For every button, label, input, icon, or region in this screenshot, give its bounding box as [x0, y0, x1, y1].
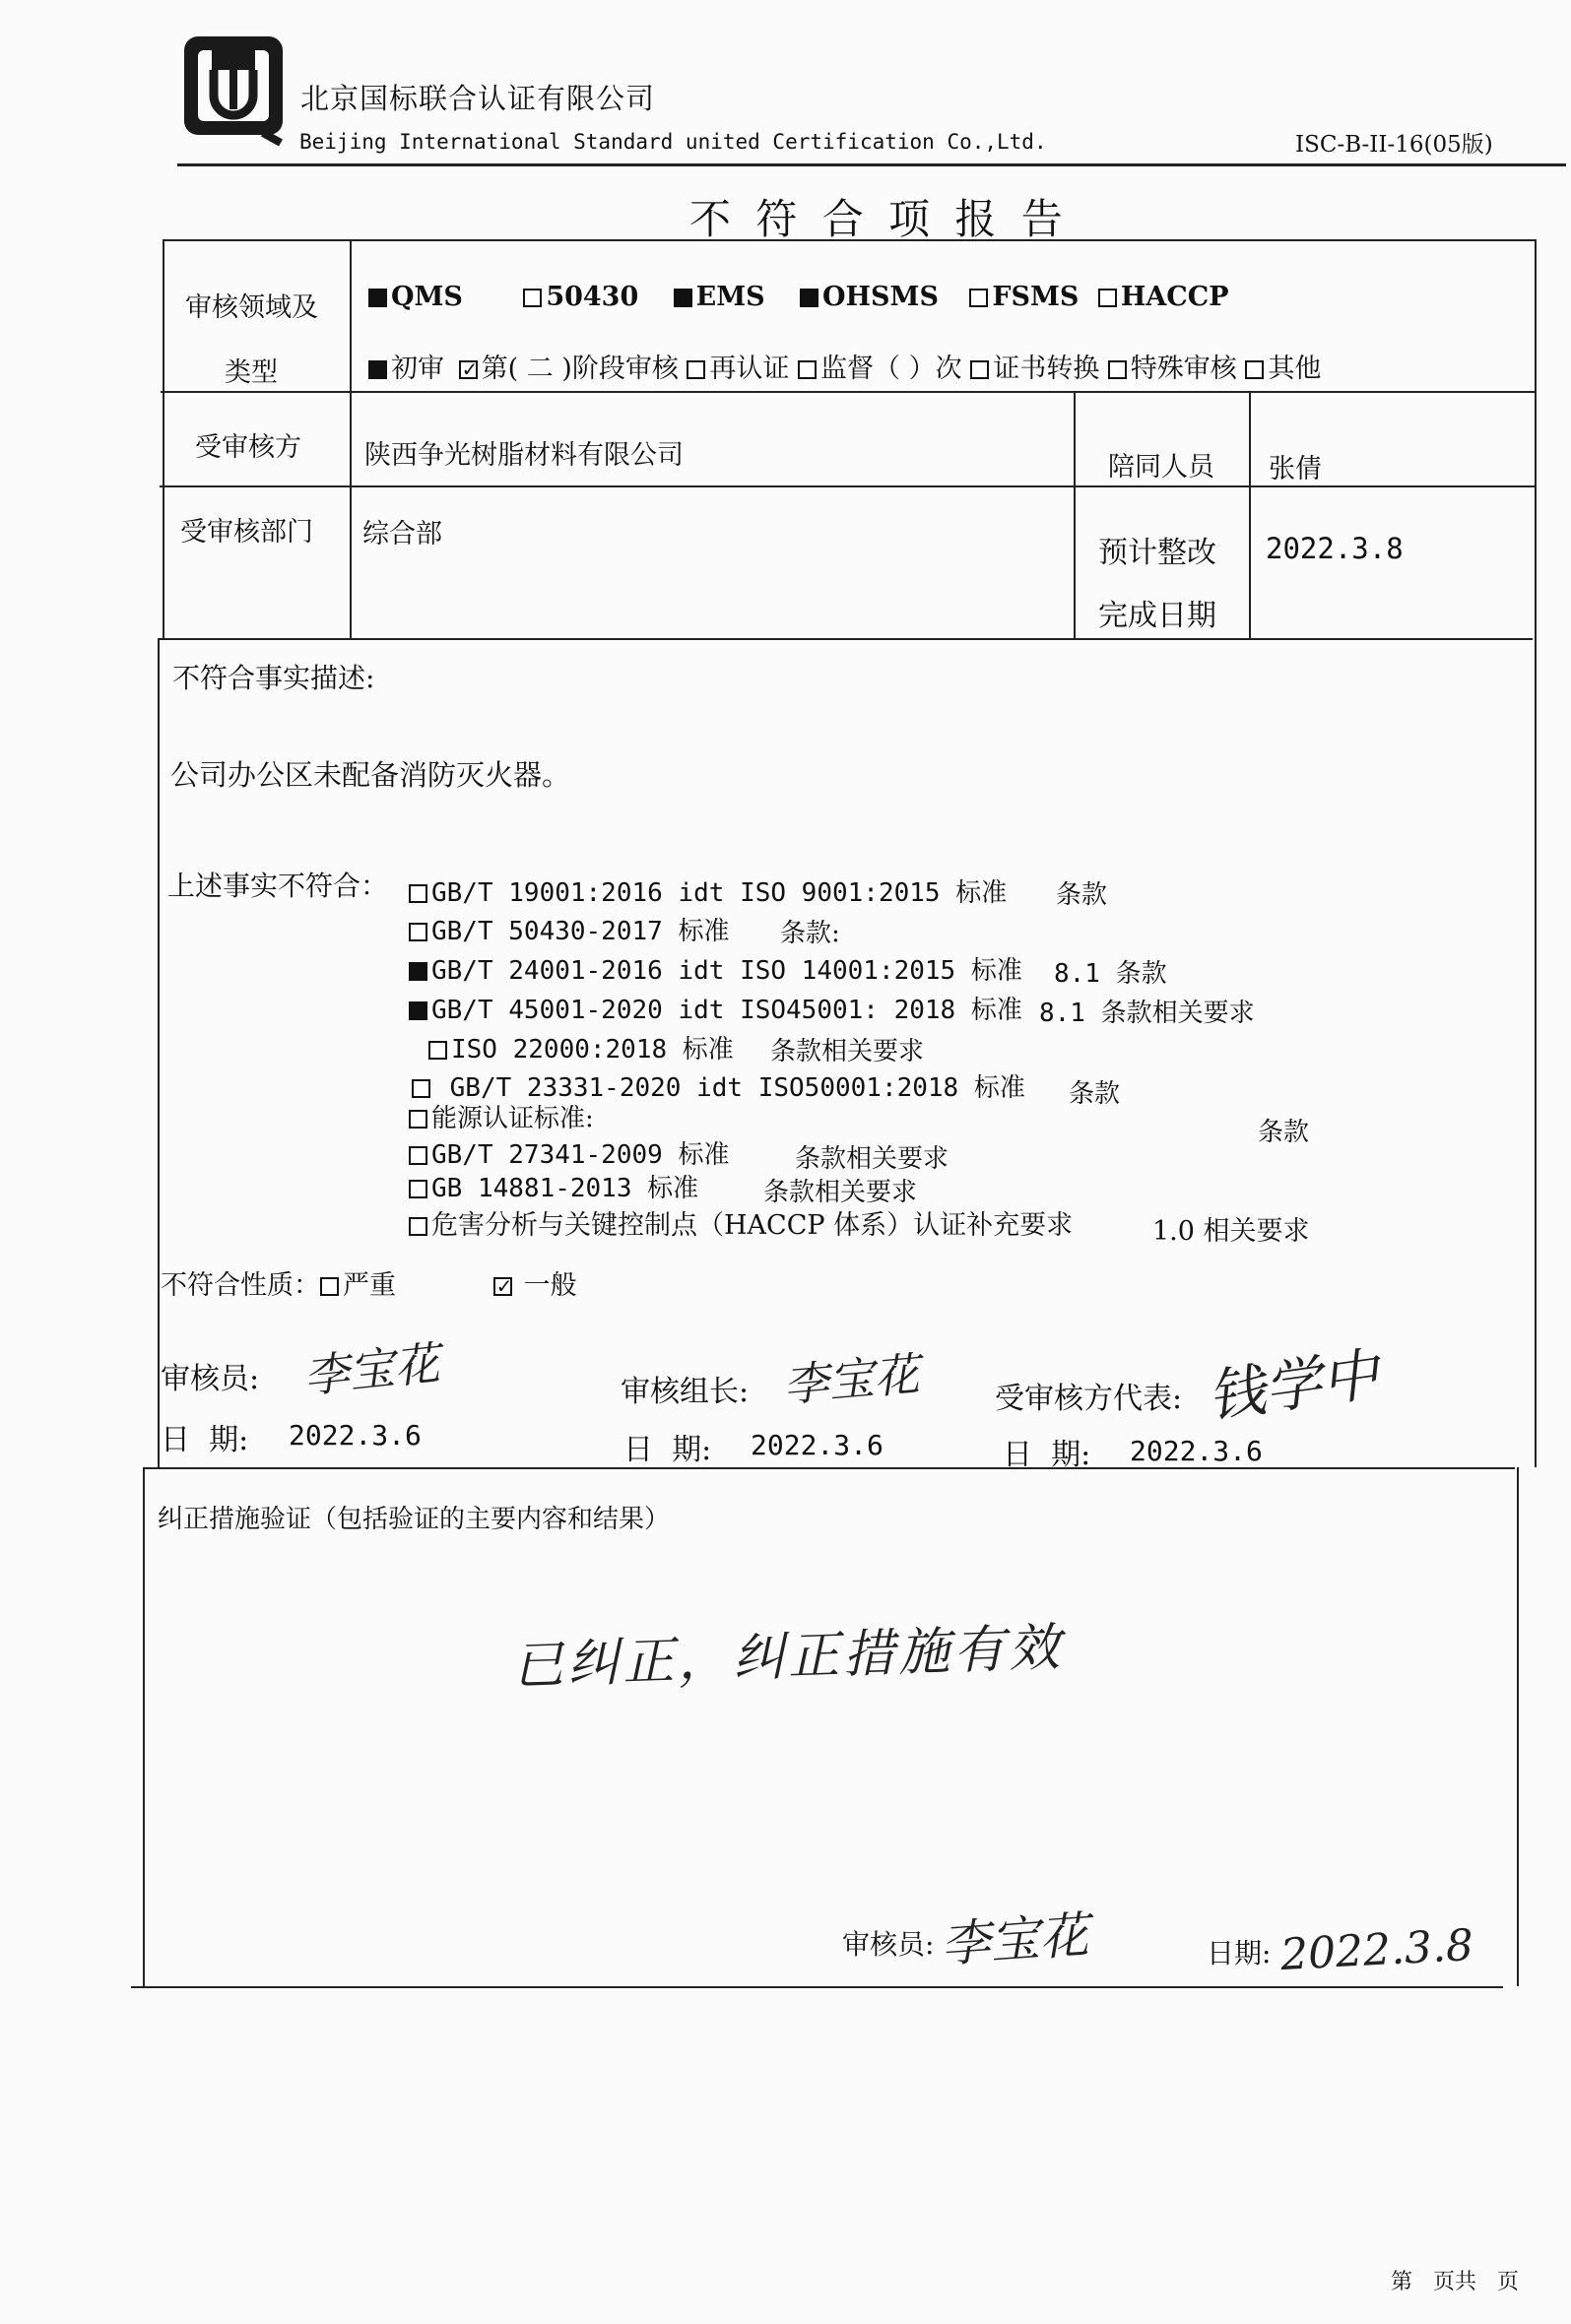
due-date-value: 2022.3.8 — [1266, 532, 1404, 565]
isc-logo-icon — [182, 34, 289, 145]
verify-date-label: 日期: — [1207, 1937, 1272, 1969]
nature-row: 不符合性质： 严重 ✓ 一般 — [161, 1263, 577, 1302]
type-recert[interactable]: 再认证 — [687, 354, 789, 384]
type-cert-transfer[interactable]: 证书转换 — [970, 354, 1099, 384]
checkbox-icon[interactable] — [428, 1041, 447, 1060]
nc-description-label: 不符合事实描述: — [172, 662, 375, 694]
standard-row: GB 14881-2013 标准 条款相关要求 — [409, 1168, 698, 1204]
rep-date: 2022.3.6 — [1130, 1435, 1263, 1467]
page-title: 不 符 合 项 报 告 — [689, 195, 1069, 243]
standard-row: 危害分析与关键控制点（HACCP 体系）认证补充要求 1.0 相关要求 — [409, 1203, 1073, 1242]
checkmark-icon[interactable] — [493, 1277, 512, 1296]
type-surveillance[interactable]: 监督（ ）次 — [798, 354, 962, 384]
checkbox-icon — [368, 289, 387, 307]
checkbox-icon — [969, 289, 988, 307]
due-date-label: 预计整改 完成日期 — [1098, 536, 1216, 633]
system-qms[interactable]: QMS — [368, 282, 463, 312]
leader-signature: 李宝花 — [781, 1347, 922, 1412]
checkbox-icon — [687, 360, 705, 379]
leader-date: 2022.3.6 — [751, 1429, 884, 1461]
checkmark-icon — [459, 360, 478, 379]
checkbox-icon[interactable] — [409, 962, 427, 981]
auditor-date: 2022.3.6 — [289, 1419, 422, 1452]
audit-scope-label: 审核领域及 类型 — [185, 292, 318, 388]
auditor-date-label: 日 期: — [161, 1423, 249, 1457]
standard-row: GB/T 45001-2020 idt ISO45001: 2018 标准 8.1 条款相关要求 — [409, 990, 1022, 1026]
checkbox-icon — [368, 360, 387, 379]
verification-handwritten: 已纠正，纠正措施有效 — [511, 1618, 1066, 1697]
standard-row: GB/T 24001-2016 idt ISO 14001:2015 标准 8.1 条款 — [409, 950, 1022, 987]
system-50430[interactable]: 50430 — [523, 282, 638, 312]
company-name-cn: 北京国标联合认证有限公司 — [300, 82, 656, 115]
checkbox-icon[interactable] — [409, 923, 427, 941]
checkbox-icon[interactable] — [409, 1180, 427, 1198]
checkbox-icon — [798, 360, 817, 379]
standard-row: ISO 22000:2018 标准 条款相关要求 — [428, 1029, 734, 1065]
auditor-signature: 李宝花 — [300, 1335, 442, 1404]
standard-row: 能源认证标准: 条款 — [409, 1098, 594, 1134]
checkbox-icon[interactable] — [409, 884, 427, 903]
rep-signature: 钱学中 — [1203, 1340, 1383, 1431]
type-stage[interactable]: ✓ 第( 二 )阶段审核 — [459, 354, 679, 384]
leader-date-label: 日 期: — [623, 1433, 712, 1467]
standard-row: GB/T 27341-2009 标准 条款相关要求 — [409, 1134, 729, 1171]
verify-date-value: 2022.3.8 — [1278, 1919, 1475, 1981]
leader-label: 审核组长: — [621, 1375, 750, 1409]
checkbox-icon[interactable] — [409, 1146, 427, 1165]
audit-type-checklist — [368, 347, 1321, 385]
company-name-en: Beijing International Standard united Certification Co.,Ltd. — [299, 130, 1047, 154]
checkbox-icon[interactable] — [412, 1079, 430, 1098]
system-fsms[interactable]: FSMS — [969, 282, 1079, 312]
standard-row: GB/T 50430-2017 标准 条款: — [409, 911, 729, 947]
department-label: 受审核部门 — [180, 517, 313, 548]
standard-row: GB/T 19001:2016 idt ISO 9001:2015 标准 条款 — [409, 872, 1007, 909]
checkbox-icon — [1098, 289, 1117, 307]
company-logo — [182, 34, 289, 145]
header-rule — [177, 163, 1566, 166]
checkbox-icon[interactable] — [320, 1277, 339, 1296]
type-other[interactable]: 其他 — [1245, 354, 1321, 384]
system-ohsms[interactable]: OHSMS — [800, 282, 939, 312]
auditee-label: 受审核方 — [195, 432, 301, 463]
checkbox-icon — [970, 360, 989, 379]
page-number: 第 页共 页 — [1391, 2270, 1519, 2294]
checkbox-icon — [1245, 360, 1264, 379]
checkbox-icon — [674, 289, 692, 307]
checkbox-icon — [1108, 360, 1127, 379]
checkbox-icon — [800, 289, 818, 307]
verify-auditor-signature: 李宝花 — [939, 1905, 1091, 1974]
system-haccp[interactable]: HACCP — [1098, 282, 1229, 312]
checkbox-icon — [523, 289, 542, 307]
department-value: 综合部 — [362, 519, 442, 549]
checkbox-icon[interactable] — [409, 1110, 427, 1129]
verification-label: 纠正措施验证（包括验证的主要内容和结果） — [158, 1505, 671, 1534]
standard-row: GB/T 23331-2020 idt ISO50001:2018 标准 条款 — [412, 1067, 1025, 1104]
standards-label: 上述事实不符合： — [167, 870, 389, 902]
auditee-value: 陕西争光树脂材料有限公司 — [364, 440, 684, 471]
checkbox-icon[interactable] — [409, 1001, 427, 1020]
verify-auditor-label: 审核员: — [842, 1928, 935, 1961]
system-checklist — [368, 282, 1229, 312]
rep-date-label: 日 期: — [1003, 1438, 1091, 1472]
companion-value: 张倩 — [1269, 454, 1322, 484]
system-ems[interactable]: EMS — [674, 282, 765, 312]
document-code: ISC-B-II-16(05版) — [1295, 132, 1493, 158]
type-initial[interactable]: 初审 — [368, 354, 444, 384]
auditor-label: 审核员: — [161, 1362, 260, 1396]
nc-description-text: 公司办公区未配备消防灭火器。 — [170, 758, 571, 792]
checkbox-icon[interactable] — [409, 1217, 427, 1236]
rep-label: 受审核方代表: — [995, 1382, 1183, 1416]
companion-label: 陪同人员 — [1108, 452, 1214, 483]
type-special[interactable]: 特殊审核 — [1108, 354, 1237, 384]
